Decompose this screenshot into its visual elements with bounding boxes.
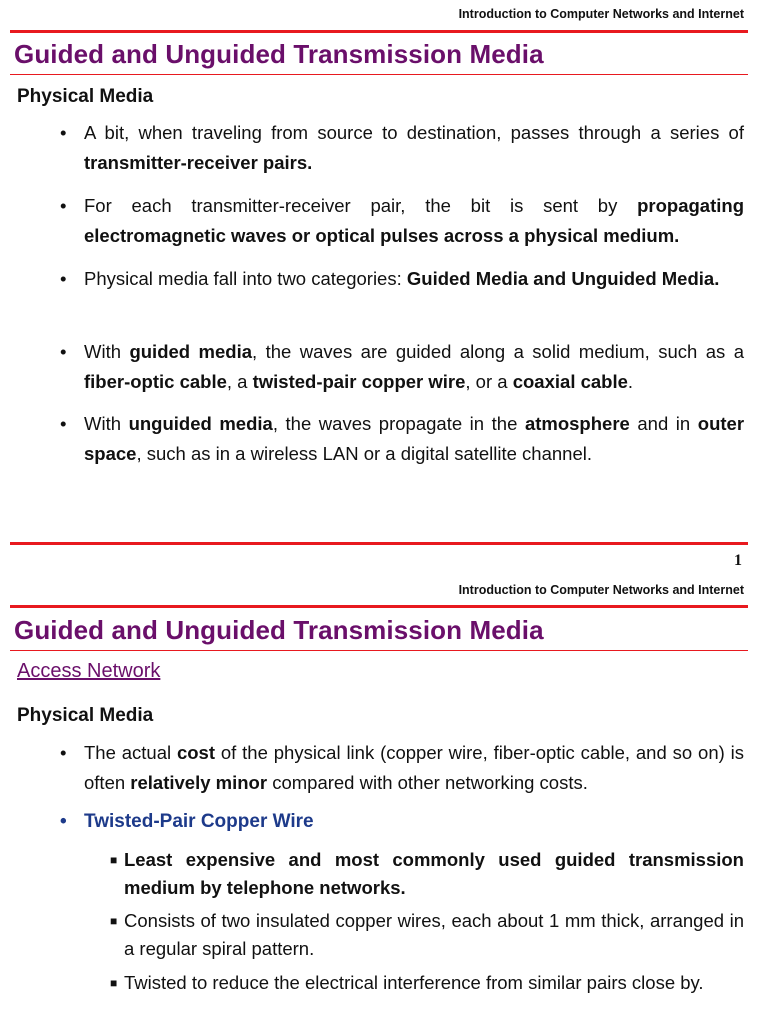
slide-title: Guided and Unguided Transmission Media	[14, 39, 544, 69]
square-bullet-marker: ■	[110, 976, 118, 990]
slide-header: Introduction to Computer Networks and Internet	[458, 583, 744, 597]
sub-bullet-text: Least expensive and most commonly used guided transmission medium by telephone networks.	[124, 849, 744, 898]
bullet-marker: •	[60, 122, 67, 143]
bullet-marker: •	[60, 195, 67, 216]
bullet-text: The actual cost of the physical link (copper wire, fiber-optic cable, and so on) is often relatively minor compared with other networking costs.	[84, 742, 744, 793]
slide-title: Guided and Unguided Transmission Media	[14, 615, 544, 645]
sub-bullet-text: Consists of two insulated copper wires, each about 1 mm thick, arranged in a regular spiral pattern.	[124, 910, 744, 959]
bullet-marker: •	[60, 811, 67, 832]
header-rule	[10, 30, 748, 33]
bullet-marker: •	[60, 742, 67, 763]
title-rule	[10, 650, 748, 651]
access-network-heading: Access Network	[17, 660, 161, 682]
sub-bullet-text: Twisted to reduce the electrical interference from similar pairs close by.	[124, 972, 704, 993]
bullet-marker: •	[60, 413, 67, 434]
bullet-marker: •	[60, 341, 67, 362]
section-heading: Physical Media	[17, 86, 154, 107]
page-number: 1	[734, 552, 742, 569]
bullet-marker: •	[60, 268, 67, 289]
bullet-text: Physical media fall into two categories: Guided Media and Unguided Media.	[84, 268, 720, 289]
bullet-text: With guided media, the waves are guided along a solid medium, such as a fiber-optic cable, a twisted-pair copper wire, or a coaxial cable.	[84, 341, 744, 392]
footer-rule	[10, 542, 748, 545]
bullet-text: A bit, when traveling from source to destination, passes through a series of transmitter-receiver pairs.	[84, 122, 744, 173]
square-bullet-marker: ■	[110, 914, 118, 928]
bullet-text: With unguided media, the waves propagate in the atmosphere and in outer space, such as in a wireless LAN or a digital satellite channel.	[84, 413, 745, 464]
title-rule	[10, 74, 748, 75]
header-rule	[10, 605, 748, 608]
section-heading: Physical Media	[17, 705, 154, 726]
twisted-pair-heading: Twisted-Pair Copper Wire	[84, 811, 314, 832]
square-bullet-marker: ■	[110, 853, 118, 867]
bullet-text: For each transmitter-receiver pair, the bit is sent by propagating electromagnetic waves or optical pulses across a physical medium.	[84, 195, 744, 246]
slide-header: Introduction to Computer Networks and Internet	[458, 7, 744, 21]
